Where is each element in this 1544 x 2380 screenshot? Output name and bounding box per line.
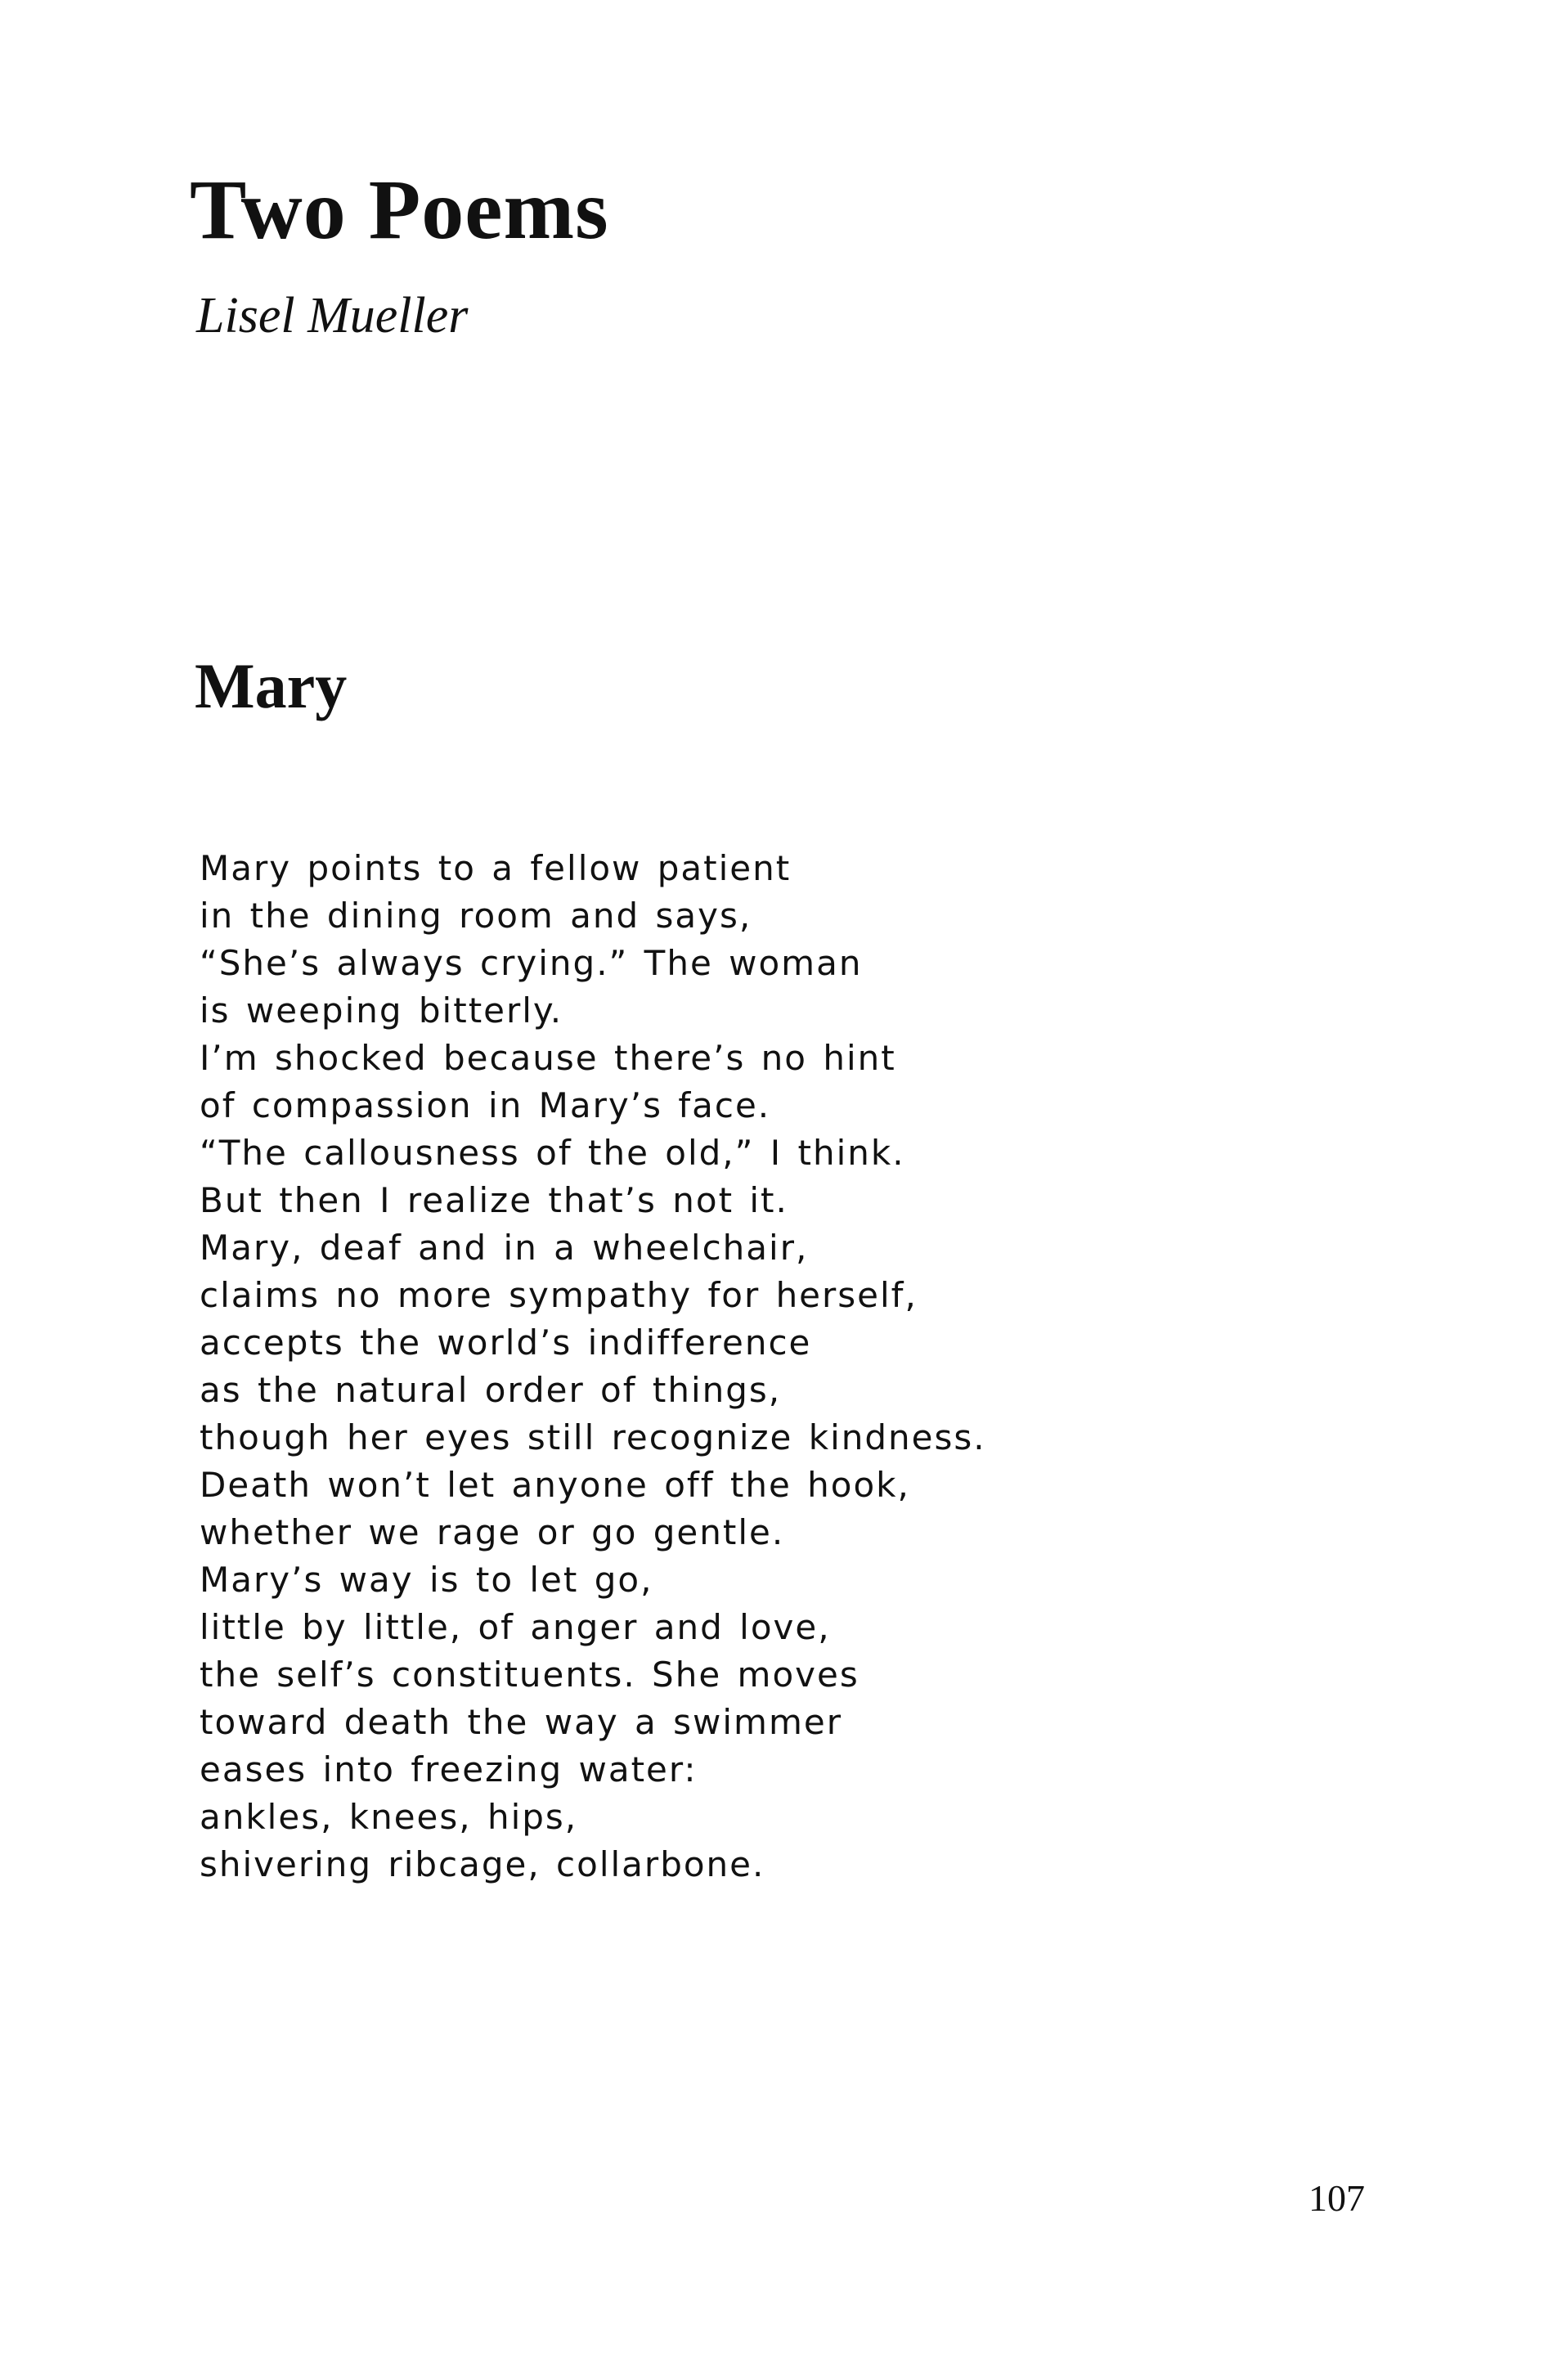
poem-line: accepts the world’s indifference [200, 1322, 812, 1363]
poem-title: Mary [195, 650, 348, 721]
poem-line: eases into freezing water: [200, 1749, 698, 1789]
author-name: Lisel Mueller [196, 288, 469, 344]
page-title: Two Poems [190, 163, 609, 257]
poem-line: shivering ribcage, collarbone. [200, 1844, 765, 1884]
poem-line: though her eyes still recognize kindness. [200, 1417, 986, 1457]
poem-line: Mary, deaf and in a wheelchair, [200, 1228, 809, 1268]
poem-line: of compassion in Mary’s face. [200, 1085, 771, 1125]
poem-line: Mary’s way is to let go, [200, 1560, 653, 1600]
poem-line: claims no more sympathy for herself, [200, 1275, 918, 1315]
poem-line: ankles, knees, hips, [200, 1797, 578, 1837]
poem-line: Mary points to a fellow patient [200, 848, 792, 888]
poem-line: “The callousness of the old,” I think. [200, 1133, 905, 1173]
poem-line: whether we rage or go gentle. [200, 1512, 785, 1552]
poem-line: as the natural order of things, [200, 1370, 782, 1410]
poem-line: I’m shocked because there’s no hint [200, 1038, 896, 1078]
poem-line: little by little, of anger and love, [200, 1607, 831, 1647]
page-number: 107 [1308, 2177, 1365, 2219]
poem-line: the self’s constituents. She moves [200, 1655, 860, 1695]
poem-line: Death won’t let anyone off the hook, [200, 1465, 910, 1505]
poem-line: But then I realize that’s not it. [200, 1180, 788, 1220]
poem-line: “She’s always crying.” The woman [200, 943, 863, 983]
poem-line: toward death the way a swimmer [200, 1702, 842, 1742]
poem-line: in the dining room and says, [200, 896, 752, 936]
poem-line: is weeping bitterly. [200, 990, 563, 1031]
poem-body [200, 845, 986, 1888]
